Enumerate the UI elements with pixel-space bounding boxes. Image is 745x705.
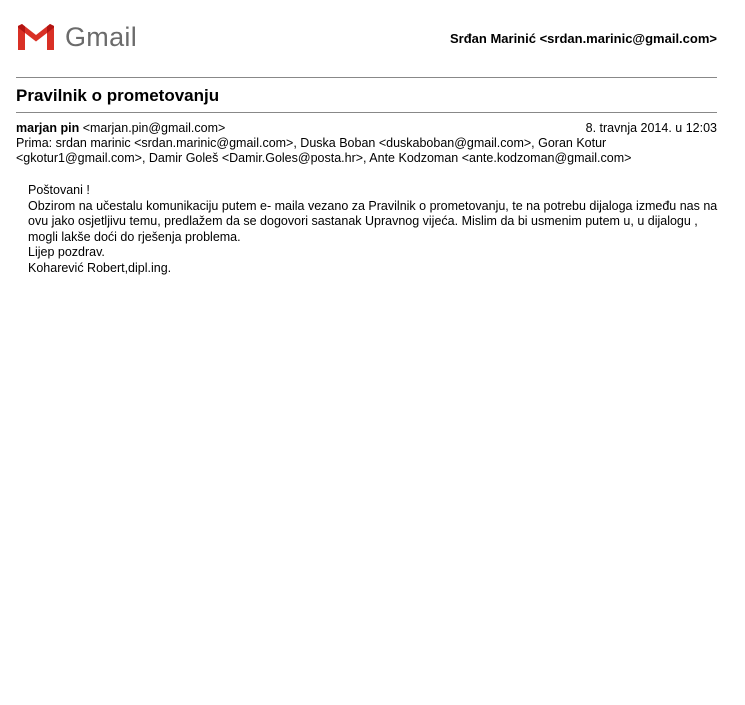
recipients-line: Prima: srdan marinic <srdan.marinic@gmail.com>, Duska Boban <duskaboban@gmail.com>, Goran Kotur <gkotur1@gmail.com>, Damir Goleš <Damir.Goles@posta.hr>, Ante Kodzoman <ante.kodzoman@gmail.com> bbox=[16, 136, 632, 165]
from-line bbox=[16, 121, 717, 136]
print-header bbox=[16, 0, 717, 78]
gmail-logo bbox=[16, 22, 137, 52]
body-closing: Lijep pozdrav. bbox=[28, 245, 105, 259]
email-date: 8. travnja 2014. u 12:03 bbox=[585, 121, 717, 135]
body-signature: Koharević Robert,dipl.ing. bbox=[28, 260, 172, 275]
body-greeting: Poštovani ! bbox=[28, 183, 90, 197]
account-owner: Srđan Marinić <srdan.marinic@gmail.com> bbox=[450, 31, 717, 46]
email-meta bbox=[16, 121, 717, 166]
email-subject: Pravilnik o prometovanju bbox=[16, 86, 220, 105]
subject-block bbox=[16, 78, 717, 113]
email-body bbox=[28, 183, 721, 276]
gmail-logo-text: Gmail bbox=[65, 22, 138, 52]
sender-name: marjan pin bbox=[16, 121, 80, 135]
body-paragraph: Obzirom na učestalu komunikaciju putem e- maila vezano za Pravilnik o prometovanju, te na potrebu dijaloga između nas na ovu jako osjetljivu temu, predlažem da se dogovori sastanak Upravnog vijeća. Mislim da bi usmenim putem u, u dijalogu , mogli lakše doći do rješenja problema. bbox=[28, 198, 721, 244]
email-print-page bbox=[16, 0, 721, 276]
sender-email: <marjan.pin@gmail.com> bbox=[82, 121, 226, 135]
gmail-envelope-icon bbox=[16, 22, 56, 52]
